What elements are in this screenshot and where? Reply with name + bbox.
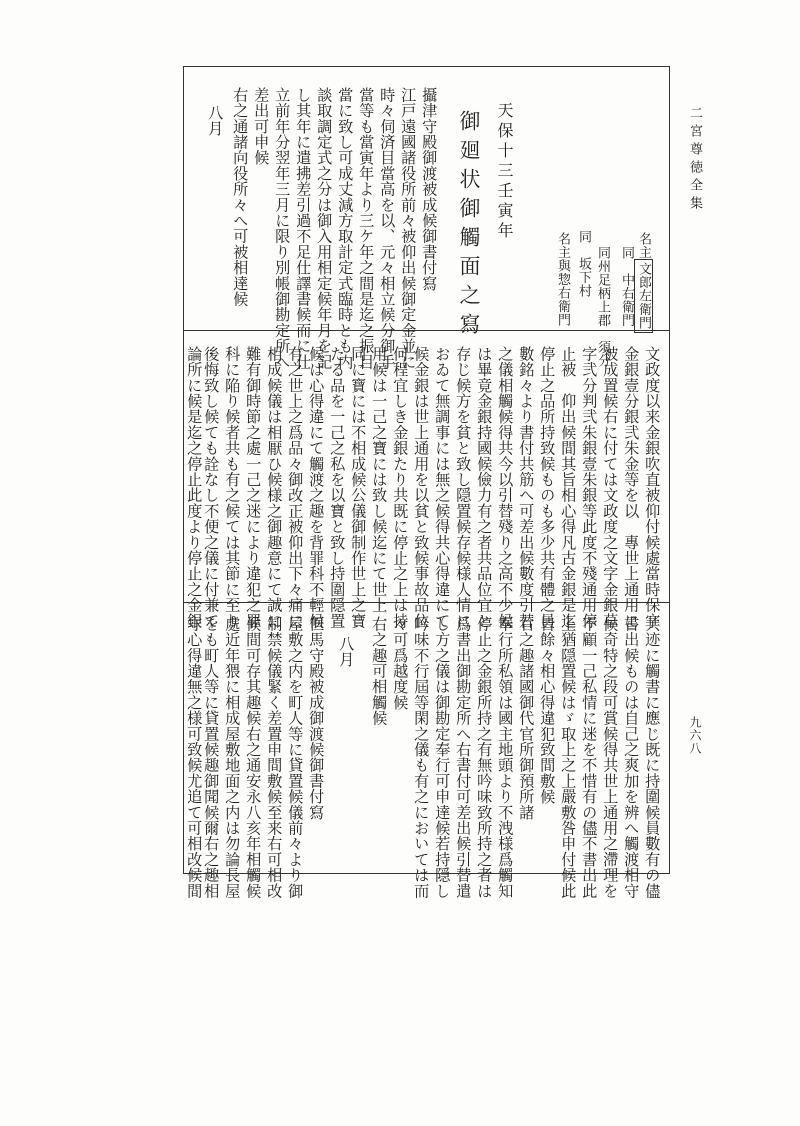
text-line: 之儀相觸候得共今以引替殘り之高不少候 <box>496 346 515 629</box>
text-line: 難有御時節之處一己之迷により違犯之罪 <box>244 346 263 629</box>
date-signoff: 八月 <box>206 105 225 137</box>
text-line: 存じ候方を貧と致し隠置候存候様人情に <box>454 346 473 629</box>
text-line: 何程宜しき金銀たり共既に停止之上は持 <box>391 346 410 629</box>
text-line: おゐて無調事には無之候得共心得違にて <box>433 346 452 629</box>
text-line: 候奇特之段可賞候得共世上通用之滯理を <box>601 616 620 899</box>
text-line: 爲書出御勘定所へ右書付可差出候引替遣 <box>454 616 473 899</box>
text-line: 談取調定式之分は御入用相定候年月を記 <box>315 87 334 370</box>
text-line: 々可爲越度候 <box>391 616 410 711</box>
text-line: 共迹に觸書に應じ既に持圍候員數有の儘 <box>643 616 662 899</box>
document-title: 御廻状御觸面之寫 <box>457 110 481 342</box>
text-line: 右之趣諸國御代官所御預所諸 <box>517 616 536 821</box>
signatory-3: 同州足柄上郡 須分 <box>595 246 610 368</box>
text-line: 後悔致し候ても詮なし不便之儀に付兼て <box>202 346 221 629</box>
signatory-5 <box>556 232 569 326</box>
text-line: 數銘々より書付共筋へ可差出候數度引替 <box>517 346 536 629</box>
text-line: 但馬守殿被成御渡候御書付寫 <box>307 616 326 821</box>
signatory-name: 與惣右衛門 <box>555 259 570 327</box>
text-line: 屋敷之内を町人等に貸置候儀前々より御 <box>286 616 305 899</box>
text-line: 論所に候是迄之停止此度より停止之金銀 <box>185 346 204 629</box>
text-line: 候間可存其趣候右之通安永八亥年相觸候 <box>244 616 263 899</box>
text-line: 用候は一己之寶には致し候迄にて世上一 <box>370 346 389 629</box>
text-line: 不顧一己私情に迷を不惜有の儘不書出此 <box>580 616 599 899</box>
signatory-1 <box>637 232 650 328</box>
text-line: 差出可申候 <box>252 87 271 166</box>
text-line: をも町人等に貸置候趣御聞候爾右之趣相 <box>202 616 221 899</box>
text-line: 右之趣可相觸候 <box>370 616 389 726</box>
text-line: 江戸遠國諸役所前々被仰出候御定金並に <box>399 87 418 370</box>
date-line: 天保十三壬寅年 <box>495 102 514 242</box>
text-line: 金銀壹分銀弐朱金等を以 專世上通用に <box>622 346 641 629</box>
text-line: 吟味不行屆等閑之儀も有之においては而 <box>412 616 431 899</box>
text-line: 立前年分翌年三月に限り別帳御勘定所へ <box>273 87 292 370</box>
text-line: たる品を一己之私を以寶と致し持圍隠置 <box>328 346 347 629</box>
text-line: 候金銀は世上通用を以貧と致候事故品位 <box>412 346 431 629</box>
text-line: 停止之品所持致候ものも多少共有體之員 <box>538 346 557 629</box>
text-line: 書出候ものは自己之爽加を辨へ觸渡相守 <box>622 616 641 899</box>
series-title: 二宮尊徳全集 <box>687 106 702 214</box>
text-line: 字弐分判弐朱銀壹朱銀等此度不殘通用停 <box>580 346 599 629</box>
text-line: 處近年猥に相成屋敷地面之内は勿論長屋 <box>223 616 242 899</box>
signatory-4: 同 坂下村 <box>576 230 591 298</box>
text-line: 攝津守殿御渡被成候御書付寫 <box>420 87 439 292</box>
signatory-2: 同 中右衛門 <box>619 246 634 327</box>
text-line: 停止之金銀所持之有無吟味致所持之者は <box>475 616 494 899</box>
text-line: 候は心得違にて觸渡之趣を背罪科不輕候 <box>307 346 326 629</box>
text-line: し方之儀は御勘定奉行可申達候若持隠し <box>433 616 452 899</box>
text-line: 同に寶には不相成候公儀御制作世上之寶 <box>349 346 368 629</box>
text-line: 相成候儀は相厭ひ候様之御趣意にて誠に <box>265 346 284 629</box>
text-line: 當等も當寅年より三ケ年之間是迄之振目 <box>357 87 376 370</box>
page-number: 九六八 <box>688 716 702 755</box>
text-line: 時々伺済目當高を以、元々相立候分御手 <box>378 87 397 370</box>
text-line: 有之世上之爲品々御改正被仰出下々痛に <box>286 346 305 629</box>
signatory-role: 名主 <box>555 232 570 259</box>
text-line: 守心得違無之様可致候尤追て可相改候間 <box>185 616 204 899</box>
text-line: 制禁候儀緊く差置申間敷候至来右可相改 <box>265 616 284 899</box>
text-line: 皆餘々相心得違犯致間敷候 <box>538 616 557 805</box>
text-line: は畢竟金銀持國候儉力有之者共品位宜と <box>475 346 494 629</box>
text-line: 止被 仰出候間其旨相心得凡古金銀是迄 <box>559 346 578 629</box>
text-line: 科に陥り候者共も有之候ては其節に至り <box>223 346 242 629</box>
text-line: 奉行所私領は國主地頭より不洩様爲觸知 <box>496 616 515 899</box>
signatory-role: 名主 <box>636 232 651 259</box>
date-signoff: 八月 <box>337 636 356 668</box>
text-line: 當に致し可成丈減方取計定式臨時とも内 <box>336 87 355 370</box>
text-line: 文政度以来金銀吹直被仰付候處當時保字 <box>643 346 662 629</box>
text-line: し其年に遣拂差引過不足仕譯書候而に仕 <box>294 87 313 370</box>
signatory-name-boxed: 文郎左衛門 <box>634 259 653 333</box>
text-line: 右之通諸向役所々へ可被相達候 <box>231 87 250 307</box>
text-line: 被成置候右に付ては文政度之文字金銀草 <box>601 346 620 629</box>
text-line: 上猶隠置候はゞ取上之上嚴敷咎申付候此 <box>559 616 578 899</box>
